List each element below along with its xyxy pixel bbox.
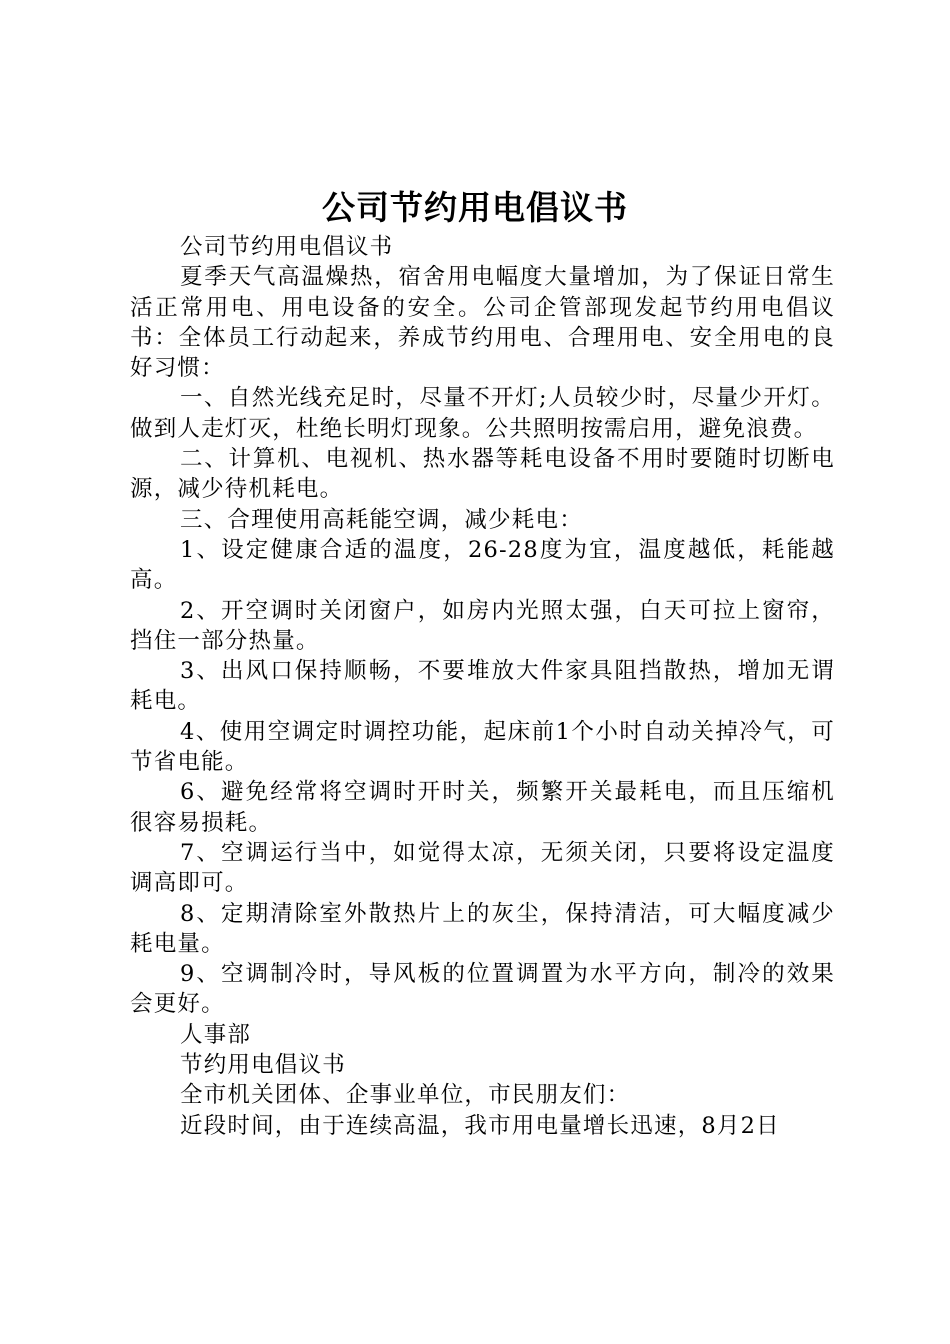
body-paragraph: 二、计算机、电视机、热水器等耗电设备不用时要随时切断电源，减少待机耗电。	[130, 446, 835, 503]
section-heading: 节约用电倡议书	[180, 1052, 346, 1079]
body-paragraph: 9、空调制冷时，导风板的位置调置为水平方向，制冷的效果会更好。	[130, 961, 835, 1018]
body-paragraph: 夏季天气高温燥热，宿舍用电幅度大量增加，为了保证日常生活正常用电、用电设备的安全。公司企管部现发起节约用电倡议书：全体员工行动起来，养成节约用电、合理用电、安全用电的良好习惯：	[130, 264, 835, 382]
body-paragraph: 3、出风口保持顺畅，不要堆放大件家具阻挡散热，增加无谓耗电。	[130, 658, 835, 715]
body-paragraph: 7、空调运行当中，如觉得太凉，无须关闭，只要将设定温度调高即可。	[130, 839, 835, 897]
document-title: 公司节约用电倡议书	[322, 188, 628, 227]
body-paragraph: 6、避免经常将空调时开时关，频繁开关最耗电，而且压缩机很容易损耗。	[130, 779, 835, 836]
body-paragraph: 三、合理使用高耗能空调，减少耗电：	[180, 506, 583, 533]
body-paragraph: 4、使用空调定时调控功能，起床前1个小时自动关掉冷气，可节省电能。	[130, 718, 835, 776]
body-paragraph: 2、开空调时关闭窗户，如房内光照太强，白天可拉上窗帘，挡住一部分热量。	[130, 597, 835, 654]
body-paragraph: 近段时间，由于连续高温，我市用电量增长迅速，8月2日	[180, 1112, 780, 1139]
signature-department: 人事部	[180, 1021, 252, 1048]
body-paragraph: 公司节约用电倡议书	[180, 234, 394, 260]
document-body	[130, 232, 835, 1141]
body-paragraph: 1、设定健康合适的温度，26-28度为宜，温度越低，耗能越高。	[130, 536, 835, 594]
body-paragraph: 一、自然光线充足时，尽量不开灯;人员较少时，尽量少开灯。做到人走灯灭，杜绝长明灯现象。公共照明按需启用，避免浪费。	[130, 385, 835, 442]
body-paragraph: 8、定期清除室外散热片上的灰尘，保持清洁，可大幅度减少耗电量。	[130, 900, 835, 957]
salutation: 全市机关团体、企事业单位，市民朋友们：	[180, 1082, 631, 1109]
